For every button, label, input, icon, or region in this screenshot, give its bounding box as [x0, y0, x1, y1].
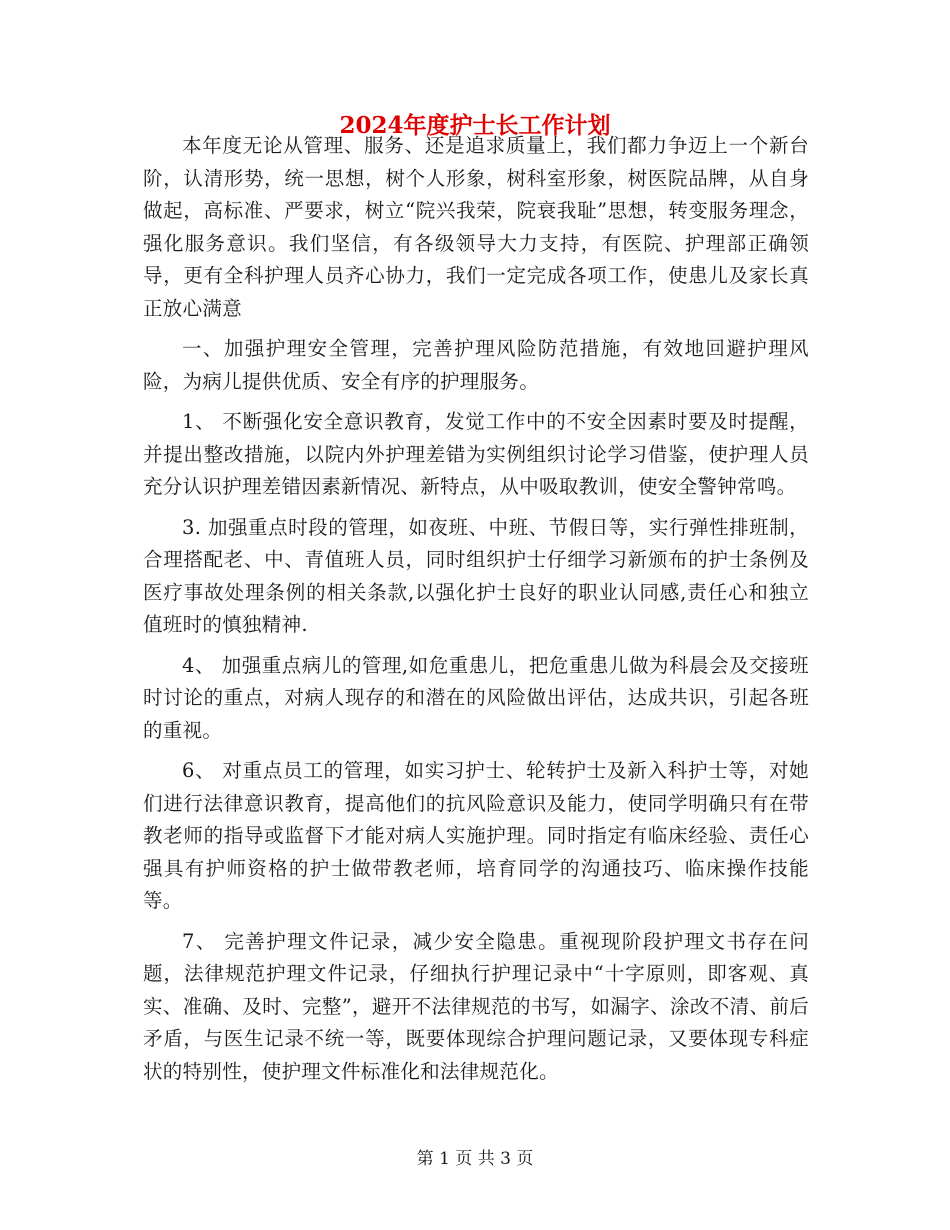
paragraph-item-4: 4、 加强重点病儿的管理,如危重患儿，把危重患儿做为科晨会及交接班时讨论的重点，对病人现存的和潜在的风险做出评估，达成共识，引起各班的重视。	[143, 653, 809, 742]
paragraph-section-1: 一、加强护理安全管理，完善护理风险防范措施，有效地回避护理风险，为病儿提供优质、安全有序的护理服务。	[143, 337, 809, 393]
paragraph-item-3: 3. 加强重点时段的管理，如夜班、中班、节假日等，实行弹性排班制，合理搭配老、中、青值班人员，同时组织护士仔细学习新颁布的护士条例及医疗事故处理条例的相关条款,以强化护士良好的职业认同感,责任心和独立值班时的慎独精神.	[143, 515, 809, 636]
page-footer: 第 1 页 共 3 页	[416, 1149, 534, 1169]
paragraph-item-7: 7、 完善护理文件记录，减少安全隐患。重视现阶段护理文书存在问题，法律规范护理文件记录，仔细执行护理记录中“十字原则，即客观、真实、准确、及时、完整”，避开不法律规范的书写，如漏字、涂改不清、前后矛盾，与医生记录不统一等，既要体现综合护理问题记录，又要体现专科症状的特别性，使护理文件标准化和法律规范化。	[143, 929, 809, 1083]
paragraph-intro: 本年度无论从管理、服务、还是追求质量上，我们都力争迈上一个新台阶，认清形势，统一思想，树个人形象，树科室形象，树医院品牌，从自身做起，高标准、严要求，树立“院兴我荣，院衰我耻”思想，转变服务理念，强化服务意识。我们坚信，有各级领导大力支持，有医院、护理部正确领导，更有全科护理人员齐心协力，我们一定完成各项工作，使患儿及家长真正放心满意	[143, 134, 809, 320]
document-title: 2024年度护士长工作计划	[339, 112, 611, 139]
paragraph-item-1: 1、 不断强化安全意识教育，发觉工作中的不安全因素时要及时提醒，并提出整改措施，以院内外护理差错为实例组织讨论学习借鉴，使护理人员充分认识护理差错因素新情况、新特点，从中吸取教训，使安全警钟常鸣。	[143, 410, 809, 498]
document-body	[143, 130, 809, 1096]
paragraph-item-6: 6、 对重点员工的管理，如实习护士、轮转护士及新入科护士等，对她们进行法律意识教育，提高他们的抗风险意识及能力，使同学明确只有在带教老师的指导或监督下才能对病人实施护理。同时指定有临床经验、责任心强具有护师资格的护士做带教老师，培育同学的沟通技巧、临床操作技能等。	[143, 759, 809, 912]
